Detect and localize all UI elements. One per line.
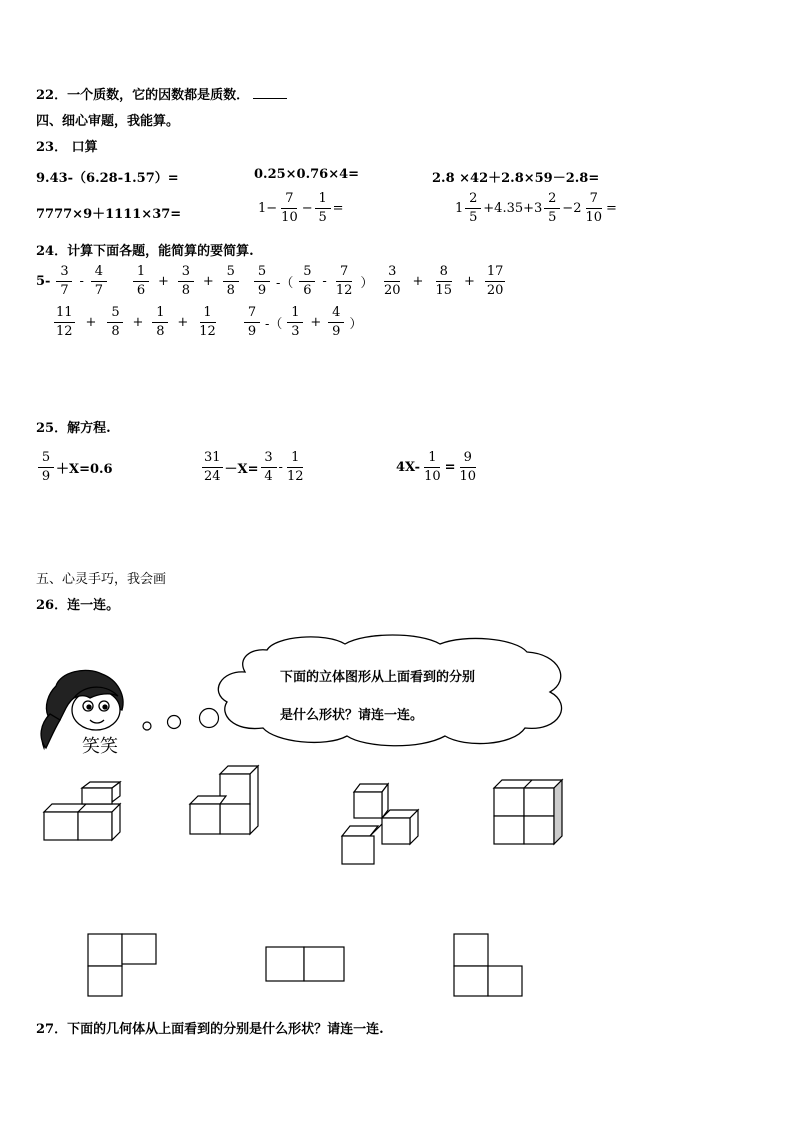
expr-text: +4.35+3 [483, 200, 543, 216]
solid-figure-3[interactable] [338, 780, 428, 868]
fraction: $\frac{3}{20}$ [384, 264, 401, 298]
operator: ） [360, 275, 374, 291]
fraction: $\frac{5}{6}$ [299, 265, 315, 297]
whole-number: 1 [455, 200, 464, 216]
operator: - [278, 459, 283, 475]
operator: + [412, 273, 424, 289]
operator: + [85, 314, 97, 330]
operator: + [158, 273, 169, 289]
fraction: $\frac{2}{5}$ [465, 192, 481, 224]
fraction: $\frac{1}{8}$ [152, 306, 168, 338]
section5-title: 五、心灵手巧，我会画 [36, 572, 167, 587]
operator: - [322, 273, 327, 289]
expr-text: −2 [562, 200, 582, 216]
operator: -（ [265, 316, 283, 332]
equals: = [332, 200, 344, 216]
q24-problem-5 [52, 306, 220, 338]
fraction: $\frac{3}{8}$ [178, 265, 194, 297]
fraction: $\frac{4}{7}$ [91, 265, 107, 297]
fraction: $\frac{17}{20}$ [486, 264, 504, 298]
fraction: $\frac{9}{10}$ [459, 450, 477, 484]
equals: = [606, 200, 617, 216]
fraction: $\frac{7}{9}$ [244, 306, 260, 338]
answer-blank[interactable] [253, 88, 287, 99]
top-view-3[interactable] [452, 932, 526, 1000]
operator: -（ [276, 275, 294, 291]
q24-problem-3 [252, 265, 373, 297]
fraction: $\frac{1}{3}$ [287, 306, 303, 338]
q23-title: 23． 口算 [36, 140, 98, 155]
bubble-text-line1: 下面的立体图形从上面看到的分别 [280, 670, 476, 685]
q25-equation-1 [36, 451, 113, 483]
q25-equation-3 [396, 451, 480, 483]
q23-expr-1: 9.43-（6.28-1.57）= [36, 171, 179, 186]
fraction: $\frac{8}{15}$ [435, 264, 452, 298]
fraction: $\frac{2}{5}$ [544, 192, 560, 224]
q22-line [36, 84, 287, 103]
fraction: $\frac{7}{12}$ [335, 264, 353, 298]
fraction: $\frac{3}{4}$ [261, 451, 277, 483]
thought-cloud [215, 630, 575, 750]
fraction: $\frac{31}{24}$ [204, 450, 221, 484]
expr-text: 5- [36, 273, 51, 289]
q24-problem-4 [380, 265, 507, 297]
q22-text: 22．一个质数，它的因数都是质数． [36, 88, 250, 103]
fraction: $\frac{1}{10}$ [424, 450, 441, 484]
q23-expr-2: 0.25×0.76×4= [254, 167, 360, 182]
q23-expr-5 [258, 192, 344, 224]
fraction: $\frac{5}{9}$ [254, 265, 270, 297]
q24-problem-2 [131, 265, 241, 297]
operator: ） [349, 316, 363, 332]
top-view-1[interactable] [86, 932, 160, 1000]
section4-title: 四、细心审题，我能算。 [36, 114, 180, 129]
fraction: $\frac{7}{10}$ [585, 191, 603, 225]
q26-title: 26．连一连。 [36, 598, 120, 613]
operator: + [310, 314, 322, 330]
girl-name-label: 笑笑 [82, 736, 118, 757]
operator: + [132, 314, 144, 330]
expr-text: ＋X=0.6 [56, 461, 113, 477]
q23-expr-4: 7777×9＋1111×37= [36, 207, 182, 222]
operator: − [301, 200, 313, 216]
fraction: $\frac{7}{10}$ [281, 191, 298, 225]
expr-text: －X= [224, 461, 259, 477]
fraction: $\frac{5}{9}$ [38, 451, 54, 483]
fraction: $\frac{3}{7}$ [56, 265, 72, 297]
fraction: $\frac{1}{5}$ [315, 192, 331, 224]
q24-problem-6 [242, 306, 362, 338]
solid-figure-2[interactable] [186, 766, 266, 844]
solid-figure-4[interactable] [490, 776, 570, 848]
expr-text: 1− [258, 200, 278, 216]
operator: + [202, 273, 214, 289]
fraction: $\frac{5}{8}$ [223, 265, 239, 297]
fraction: $\frac{1}{12}$ [199, 305, 216, 339]
fraction: $\frac{4}{9}$ [328, 306, 344, 338]
fraction: $\frac{1}{6}$ [133, 265, 149, 297]
expr-text: 4X- [396, 459, 421, 475]
q27-text: 27．下面的几何体从上面看到的分别是什么形状？请连一连. [36, 1022, 384, 1037]
bubble-text-line2: 是什么形状？请连一连。 [280, 708, 424, 723]
q24-title: 24．计算下面各题，能简算的要简算. [36, 244, 254, 259]
operator: + [177, 314, 189, 330]
fraction: $\frac{5}{8}$ [107, 306, 123, 338]
q25-title: 25．解方程. [36, 421, 111, 436]
solid-figure-1[interactable] [40, 782, 125, 844]
q23-expr-6 [455, 192, 617, 224]
fraction: $\frac{11}{12}$ [56, 305, 73, 339]
operator: + [464, 273, 475, 289]
operator: - [79, 273, 84, 289]
q25-equation-2 [200, 451, 307, 483]
q24-problem-1 [36, 265, 109, 297]
q23-expr-3: 2.8 ×42＋2.8×59－2.8= [432, 171, 600, 186]
thought-dots [140, 702, 220, 742]
fraction: $\frac{1}{12}$ [286, 450, 304, 484]
equals: = [444, 459, 456, 475]
top-view-2[interactable] [264, 945, 348, 985]
